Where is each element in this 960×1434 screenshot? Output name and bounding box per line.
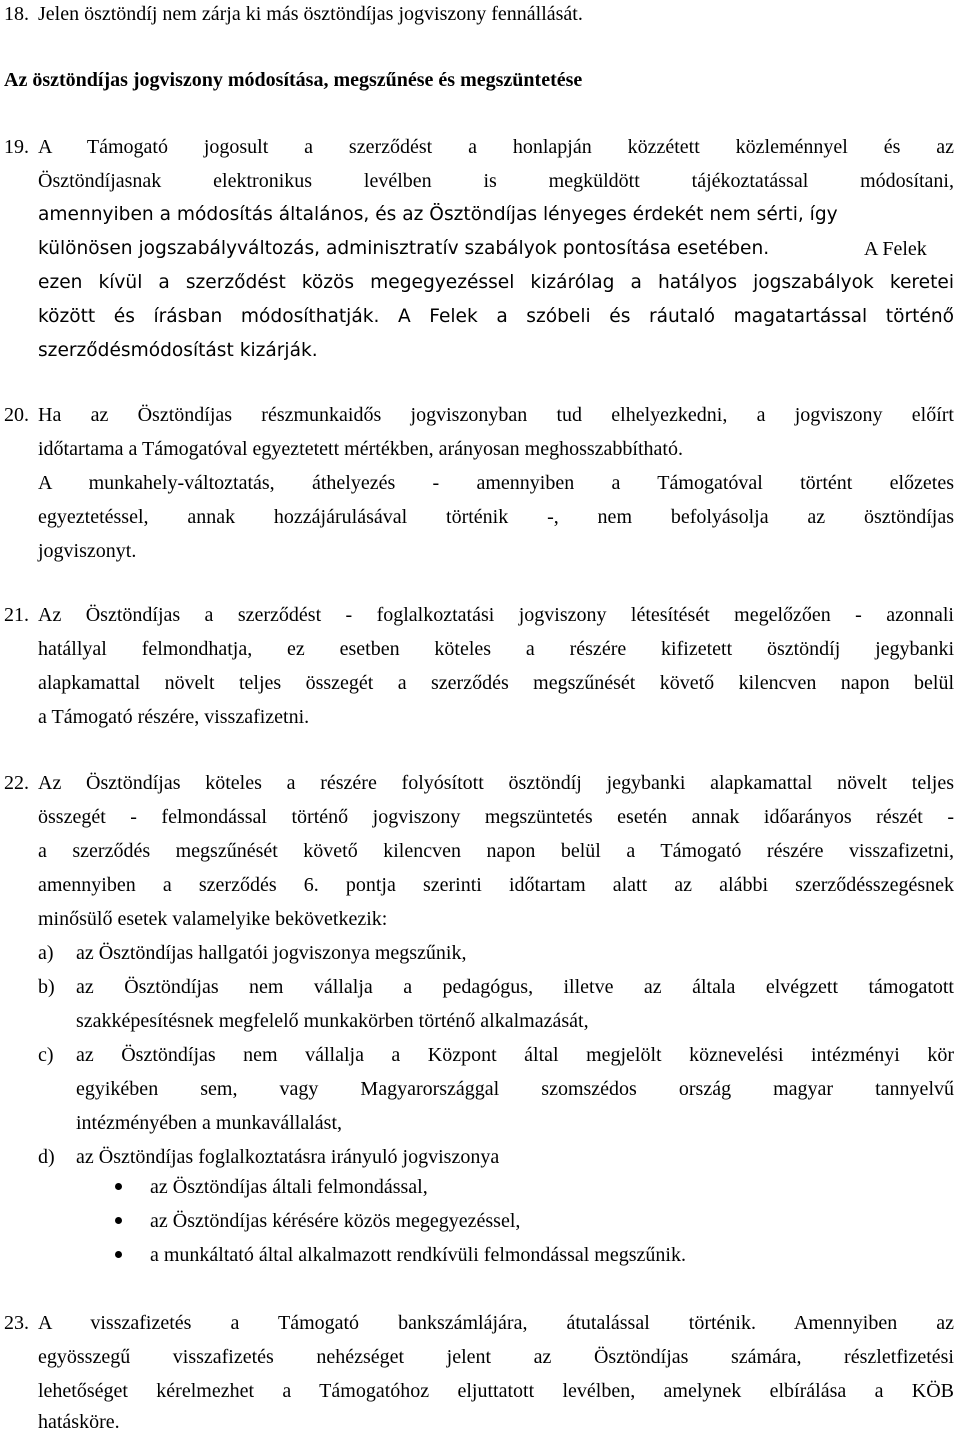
paragraph-22-number: 22. [4, 772, 29, 794]
paragraph-23-number: 23. [4, 1312, 29, 1334]
paragraph-22-line: amennyiben a szerződés 6. pontja szerinti időtartam alatt az alábbi szerződésszegésnek [38, 874, 954, 896]
list-item-text: az Ösztöndíjas foglalkoztatásra irányuló jogviszonya [76, 1146, 500, 1168]
paragraph-20-line: jogviszonyt. [38, 540, 137, 562]
list-item-text: intézményében a munkavállalást, [76, 1112, 343, 1134]
bullet-icon [115, 1251, 122, 1258]
paragraph-20-line: Ha az Ösztöndíjas részmunkaidős jogviszonyban tud elhelyezkedni, a jogviszony előírt [38, 404, 954, 426]
paragraph-19-line: szerződésmódosítást kizárják. [38, 340, 318, 361]
paragraph-19-line: A Felek [864, 238, 927, 260]
paragraph-20-number: 20. [4, 404, 29, 426]
paragraph-23-line: hatásköre. [38, 1411, 120, 1433]
bullet-icon [115, 1183, 122, 1190]
list-item-label: a) [38, 942, 54, 964]
paragraph-21-line: alapkamattal növelt teljes összegét a szerződés megszűnését követő kilencven napon belül [38, 672, 954, 694]
list-item-label: b) [38, 976, 55, 998]
paragraph-21-line: hatállyal felmondhatja, ez esetben köteles a részére kifizetett ösztöndíj jegybanki [38, 638, 954, 660]
list-item-text: az Ösztöndíjas nem vállalja a pedagógus, illetve az általa elvégzett támogatott [76, 976, 954, 998]
paragraph-20-line: egyeztetéssel, annak hozzájárulásával történik -, nem befolyásolja az ösztöndíjas [38, 506, 954, 528]
paragraph-23-line: A visszafizetés a Támogató bankszámlájára, átutalással történik. Amennyiben az [38, 1312, 954, 1334]
paragraph-21-line: a Támogató részére, visszafizetni. [38, 706, 310, 728]
paragraph-20-line: A munkahely-változtatás, áthelyezés - amennyiben a Támogatóval történt előzetes [38, 472, 954, 494]
paragraph-19-number: 19. [4, 136, 29, 158]
list-item-text: az Ösztöndíjas hallgatói jogviszonya megszűnik, [76, 942, 467, 964]
list-item-label: c) [38, 1044, 54, 1066]
bullet-icon [115, 1217, 122, 1224]
paragraph-23-line: lehetőséget kérelmezhet a Támogatóhoz eljuttatott levélben, amelynek elbírálása a KÖB [38, 1380, 954, 1402]
paragraph-21-line: Az Ösztöndíjas a szerződést - foglalkoztatási jogviszony létesítését megelőzően - azonnali [38, 604, 954, 626]
paragraph-20-line: időtartama a Támogatóval egyeztetett mértékben, arányosan meghosszabbítható. [38, 438, 683, 460]
paragraph-19-line: amennyiben a módosítás általános, és az Ösztöndíjas lényeges érdekét nem sérti, így [38, 204, 838, 225]
paragraph-22-line: minősülő esetek valamelyike bekövetkezik: [38, 908, 388, 930]
list-item-text: szakképesítésnek megfelelő munkakörben történő alkalmazását, [76, 1010, 589, 1032]
paragraph-23-line: egyösszegű visszafizetés nehézséget jelent az Ösztöndíjas számára, részletfizetési [38, 1346, 954, 1368]
paragraph-19-line: ezen kívül a szerződést közös megegyezéssel kizárólag a hatályos jogszabályok keretei [38, 272, 954, 293]
list-item-label: d) [38, 1146, 55, 1168]
list-item-text: az Ösztöndíjas nem vállalja a Központ által megjelölt köznevelési intézményi kör [76, 1044, 954, 1066]
paragraph-18-text: Jelen ösztöndíj nem zárja ki más ösztöndíjas jogviszony fennállását. [38, 3, 583, 25]
paragraph-19-line: Ösztöndíjasnak elektronikus levélben is megküldött tájékoztatással módosítani, [38, 170, 954, 192]
paragraph-18-number: 18. [4, 3, 29, 25]
section-heading: Az ösztöndíjas jogviszony módosítása, megszűnése és megszüntetése [4, 69, 583, 91]
paragraph-22-line: összegét - felmondással történő jogviszony megszüntetés esetén annak időarányos részét - [38, 806, 954, 828]
paragraph-22-line: Az Ösztöndíjas köteles a részére folyósított ösztöndíj jegybanki alapkamattal növelt teljes [38, 772, 954, 794]
paragraph-22-line: a szerződés megszűnését követő kilencven napon belül a Támogató részére visszafizetni, [38, 840, 954, 862]
paragraph-19-line: különösen jogszabályváltozás, adminisztratív szabályok pontosítása esetében. [38, 238, 770, 259]
paragraph-19-line: között és írásban módosíthatják. A Felek a szóbeli és ráutaló magatartással történő [38, 306, 954, 327]
bullet-item-text: az Ösztöndíjas általi felmondással, [150, 1176, 428, 1198]
list-item-text: egyikében sem, vagy Magyarországgal szomszédos ország magyar tannyelvű [76, 1078, 954, 1100]
bullet-item-text: a munkáltató által alkalmazott rendkívüli felmondással megszűnik. [150, 1244, 686, 1266]
paragraph-19-line: A Támogató jogosult a szerződést a honlapján közzétett közleménnyel és az [38, 136, 954, 158]
paragraph-21-number: 21. [4, 604, 29, 626]
bullet-item-text: az Ösztöndíjas kérésére közös megegyezéssel, [150, 1210, 521, 1232]
